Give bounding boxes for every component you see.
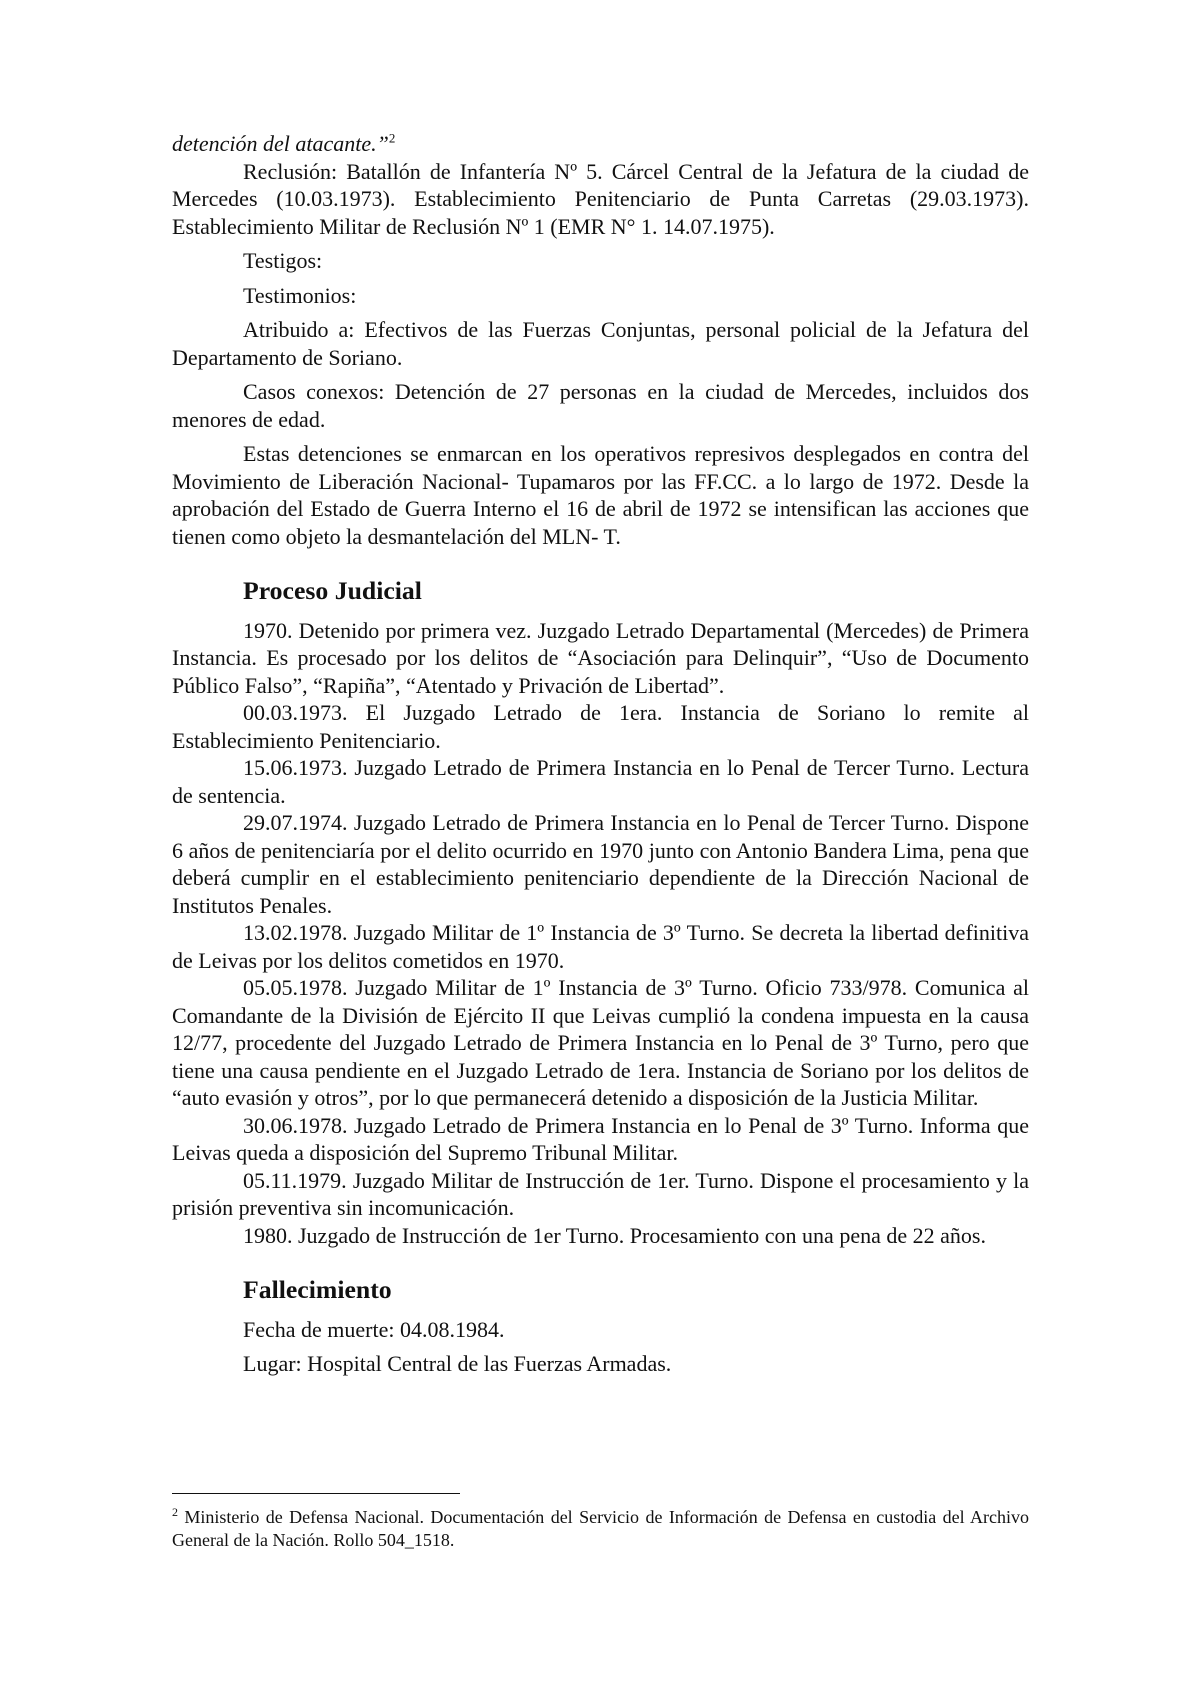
opening-quote	[172, 130, 1029, 158]
casos-conexos-paragraph: Casos conexos: Detención de 27 personas en la ciudad de Mercedes, incluidos dos menores de edad.	[172, 379, 1029, 432]
footnote-reference[interactable]: 2	[388, 130, 396, 146]
footnote-text: Ministerio de Defensa Nacional. Documentación del Servicio de Información de Defensa en custodia del Archivo General de la Nación. Rollo 504_1518.	[172, 1507, 1029, 1550]
judicial-entry: 29.07.1974. Juzgado Letrado de Primera Instancia en lo Penal de Tercer Turno. Dispone 6 años de penitenciaría por el delito ocurrido en 1970 junto con Antonio Bandera Lima, pena que deberá cumplir en el establecimiento penitenciario dependiente de la Dirección Nacional de Institutos Penales.	[172, 810, 1029, 918]
opening-quote-text: detención del atacante.”	[172, 131, 389, 156]
judicial-entry: 1980. Juzgado de Instrucción de 1er Turno. Procesamiento con una pena de 22 años.	[243, 1222, 986, 1248]
atribuido-paragraph: Atribuido a: Efectivos de las Fuerzas Conjuntas, personal policial de la Jefatura del Departamento de Soriano.	[172, 317, 1029, 370]
context-paragraph: Estas detenciones se enmarcan en los operativos represivos desplegados en contra del Movimiento de Liberación Nacional- Tupamaros por las FF.CC. a lo largo de 1972. Desde la aprobación del Estado de Guerra Interno el 16 de abril de 1972 se intensifican las acciones que tienen como objeto la desmantelación del MLN- T.	[172, 441, 1029, 549]
reclusion-paragraph: Reclusión: Batallón de Infantería Nº 5. Cárcel Central de la Jefatura de la ciudad de Mercedes (10.03.1973). Establecimiento Penitenciario de Punta Carretas (29.03.1973). Establecimiento Militar de Reclusión Nº 1 (EMR N° 1. 14.07.1975).	[172, 158, 1029, 239]
testigos-paragraph: Testigos:	[243, 248, 323, 273]
testimonios-paragraph: Testimonios:	[243, 282, 357, 308]
document-body	[172, 130, 1029, 1378]
judicial-entry: 13.02.1978. Juzgado Militar de 1º Instancia de 3º Turno. Se decreta la libertad definitiva de Leivas por los delitos cometidos en 1970.	[172, 920, 1029, 973]
footnote-number: 2	[172, 1505, 178, 1519]
judicial-entry: 05.11.1979. Juzgado Militar de Instrucción de 1er. Turno. Dispone el procesamiento y la prisión preventiva sin incomunicación.	[172, 1167, 1029, 1220]
fecha-de-muerte: Fecha de muerte: 04.08.1984.	[243, 1316, 505, 1342]
judicial-entry: 15.06.1973. Juzgado Letrado de Primera Instancia en lo Penal de Tercer Turno. Lectura de sentencia.	[172, 755, 1029, 808]
judicial-entry: 30.06.1978. Juzgado Letrado de Primera Instancia en lo Penal de 3º Turno. Informa que Leivas queda a disposición del Supremo Tribunal Militar.	[172, 1112, 1029, 1165]
judicial-entry: 05.05.1978. Juzgado Militar de 1º Instancia de 3º Turno. Oficio 733/978. Comunica al Comandante de la División de Ejército II que Leivas cumplió la condena impuesta en la causa 12/77, procedente del Juzgado Letrado de Primera Instancia en lo Penal de 3º Turno, pero que tiene una causa pendiente en el Juzgado Letrado de 1era. Instancia de Soriano por los delitos de “auto evasión y otros”, por lo que permanecerá detenido a disposición de la Justicia Militar.	[172, 975, 1029, 1110]
proceso-judicial-list	[172, 617, 1029, 1250]
fallecimiento-heading: Fallecimiento	[243, 1275, 392, 1304]
judicial-entry: 1970. Detenido por primera vez. Juzgado Letrado Departamental (Mercedes) de Primera Instancia. Es procesado por los delitos de “Asociación para Delinquir”, “Uso de Documento Público Falso”, “Rapiña”, “Atentado y Privación de Libertad”.	[172, 617, 1029, 698]
footnote-area	[172, 1493, 1029, 1552]
proceso-judicial-heading: Proceso Judicial	[243, 576, 422, 605]
judicial-entry: 00.03.1973. El Juzgado Letrado de 1era. Instancia de Soriano lo remite al Establecimiento Penitenciario.	[172, 700, 1029, 753]
footnote	[172, 1506, 1029, 1552]
lugar-de-muerte: Lugar: Hospital Central de las Fuerzas Armadas.	[243, 1351, 672, 1376]
footnote-divider	[172, 1493, 460, 1494]
